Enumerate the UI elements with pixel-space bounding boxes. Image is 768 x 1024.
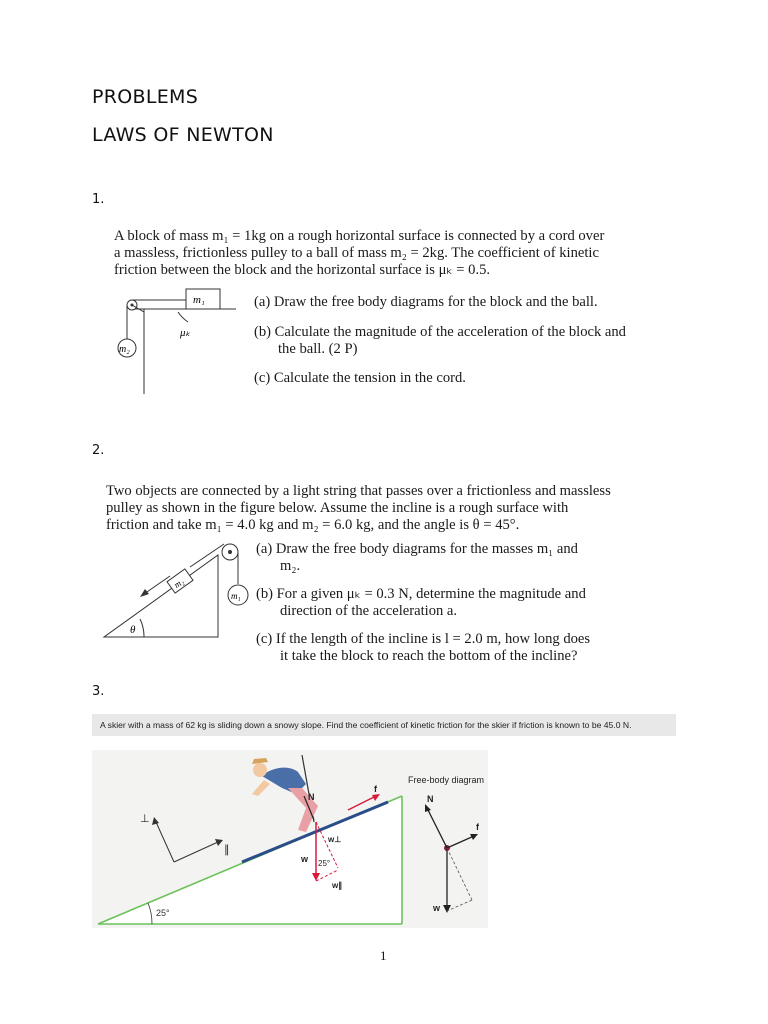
problem-2-line-3: friction and take m₁ = 4.0 kg and m₂ = 6.0 kg, and the angle is θ = 45°. xyxy=(106,517,520,533)
friction-pointer xyxy=(178,312,188,322)
page-number: 1 xyxy=(380,948,387,963)
problem-2-question-a-line-1: (a) Draw the free body diagrams for the masses m₁ and xyxy=(256,541,578,557)
problem-1-statement xyxy=(114,228,604,279)
problem-1-question-b-line-1: (b) Calculate the magnitude of the acceleration of the block and xyxy=(254,324,626,340)
problem-3-figure xyxy=(92,750,520,928)
perp-axis-label: ⊥ xyxy=(140,813,150,825)
block-m1-label: m₁ xyxy=(193,294,205,306)
incline xyxy=(104,555,218,637)
problem-1-figure xyxy=(112,284,244,398)
problem-2-question-b-line-2: direction of the acceleration a. xyxy=(280,603,458,619)
figure-right-margin xyxy=(488,750,520,928)
problem-1-line-2: a massless, frictionless pulley to a ball of mass m₂ = 2kg. The coefficient of kinetic xyxy=(114,245,599,261)
parallel-axis-label: ∥ xyxy=(224,844,230,856)
problem-1-line-3: friction between the block and the horizontal surface is μₖ = 0.5. xyxy=(114,262,491,278)
friction-label: f xyxy=(374,784,377,794)
document-subtitle: LAWS OF NEWTON xyxy=(92,124,274,146)
friction-label: μₖ xyxy=(180,327,191,339)
incline-block-label: m₂ xyxy=(171,576,186,590)
weight-label: w xyxy=(301,854,309,864)
problem-2-question-a-line-2: m₂. xyxy=(280,558,301,574)
fbd-normal-label: N xyxy=(427,794,434,804)
problem-2-statement xyxy=(106,483,611,534)
skier-head xyxy=(253,763,267,777)
problem-3-number: 3. xyxy=(92,684,105,699)
motion-arrow-head xyxy=(140,589,149,597)
fbd-weight-label: w xyxy=(433,903,441,913)
problem-2-line-1: Two objects are connected by a light string that passes over a frictionless and massless xyxy=(106,483,611,499)
problem-1-number: 1. xyxy=(92,192,105,207)
angle-label: θ xyxy=(130,624,136,636)
pulley-axle xyxy=(228,550,232,554)
problem-1-question-a: (a) Draw the free body diagrams for the block and the ball. xyxy=(254,294,598,310)
slope-angle-label: 25° xyxy=(156,908,170,918)
problem-2-line-2: pulley as shown in the figure below. Assume the incline is a rough surface with xyxy=(106,500,569,516)
problem-2-question-b-line-1: (b) For a given μₖ = 0.3 N, determine the magnitude and xyxy=(256,586,586,602)
fbd-friction-label: f xyxy=(476,822,479,832)
document-title: PROBLEMS xyxy=(92,86,199,108)
problem-2-question-c-line-2: it take the block to reach the bottom of the incline? xyxy=(280,648,578,664)
problem-1-question-c: (c) Calculate the tension in the cord. xyxy=(254,370,466,386)
w-parallel-label: w∥ xyxy=(332,881,343,890)
fbd-title: Free-body diagram xyxy=(408,775,485,785)
problem-2-number: 2. xyxy=(92,443,105,458)
problem-1-line-1: A block of mass m₁ = 1kg on a rough horizontal surface is connected by a cord over xyxy=(114,228,605,244)
problem-3-statement: A skier with a mass of 62 kg is sliding down a snowy slope. Find the coefficient of kinetic friction for the skier if friction is known to be 45.0 N. xyxy=(92,714,676,736)
ball-m2-label: m₂ xyxy=(119,344,130,355)
string-incline xyxy=(190,544,224,567)
w-perp-label: w⊥ xyxy=(328,835,342,844)
motion-arrow xyxy=(144,576,170,594)
hanging-mass-label: m₁ xyxy=(231,591,241,601)
problem-2-figure xyxy=(100,540,252,640)
normal-force-label: N xyxy=(308,792,315,802)
problem-2-question-c-line-1: (c) If the length of the incline is l = 2.0 m, how long does xyxy=(256,631,591,647)
weight-angle-label: 25° xyxy=(318,859,331,868)
angle-arc xyxy=(140,619,144,637)
problem-1-question-b-line-2: the ball. (2 P) xyxy=(278,341,358,357)
